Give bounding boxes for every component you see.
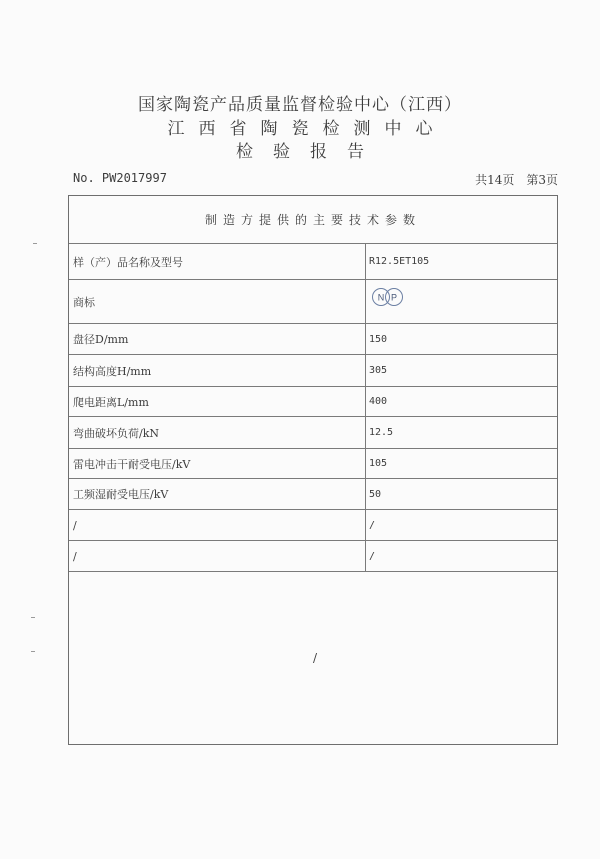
table-row (69, 417, 557, 449)
row-value: 12.5 (369, 427, 394, 438)
row-value: 305 (369, 365, 388, 376)
report-title: 检验报告 (236, 142, 384, 162)
row-label: 盘径D/mm (73, 333, 129, 346)
table-row (69, 387, 557, 417)
table-title: 制造方提供的主要技术参数 (204, 213, 421, 227)
svg-text:N: N (377, 292, 385, 303)
table-row (69, 244, 557, 280)
row-value: / (369, 519, 376, 531)
page-count: 共14页 第3页 (475, 173, 558, 187)
table-row (69, 479, 557, 510)
table-title-row (69, 196, 557, 244)
row-label: 工频湿耐受电压/kV (73, 488, 169, 501)
row-label: 弯曲破坏负荷/kN (73, 426, 159, 440)
technical-parameters-table (68, 195, 558, 745)
svg-text:P: P (390, 292, 398, 303)
row-label: / (73, 518, 77, 532)
row-label: 雷电冲击干耐受电压/kV (73, 457, 191, 471)
row-label: 结构高度H/mm (73, 364, 152, 378)
table-row (69, 324, 557, 355)
scan-mark (33, 243, 37, 244)
row-label: 样（产）品名称及型号 (73, 255, 183, 269)
row-value: / (369, 550, 376, 562)
blank-area-slash: / (313, 651, 318, 665)
table-row (69, 541, 557, 572)
scan-mark (31, 617, 35, 618)
row-value: 400 (369, 396, 388, 407)
row-value: R12.5ET105 (369, 256, 430, 267)
trademark-logo (371, 287, 405, 307)
row-value: 50 (369, 488, 382, 500)
table-row (69, 449, 557, 479)
lab-name-header: 国家陶瓷产品质量监督检验中心（江西） (138, 95, 462, 115)
row-label: 爬电距离L/mm (73, 395, 149, 409)
scan-mark (31, 651, 35, 652)
center-name-header: 江西省陶瓷检测中心 (167, 119, 447, 139)
table-row (69, 510, 557, 541)
row-value: 150 (369, 333, 388, 345)
report-number: No. PW2017997 (73, 171, 167, 185)
row-value: 105 (369, 458, 388, 469)
table-row (69, 280, 557, 324)
row-label: / (73, 549, 77, 563)
table-row (69, 355, 557, 387)
row-label: 商标 (73, 295, 95, 309)
